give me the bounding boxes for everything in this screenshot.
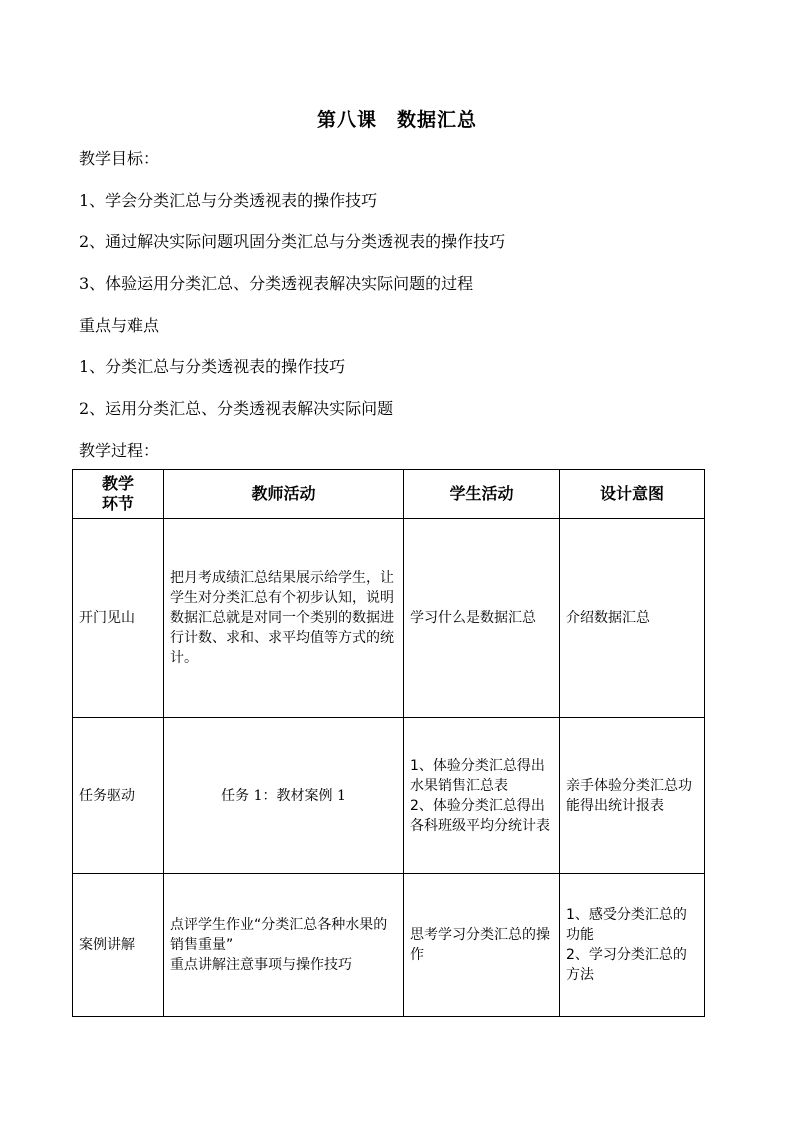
student-activity-line: 2、体验分类汇总得出各科班级平均分统计表 (410, 797, 550, 834)
table-row (73, 718, 705, 874)
lesson-process-table (72, 469, 705, 1017)
header-design: 设计意图 (560, 470, 705, 519)
student-activity-cell: 学习什么是数据汇总 (404, 519, 560, 718)
objective-item: 2、通过解决实际问题巩固分类汇总与分类透视表的操作技巧 (79, 232, 506, 251)
student-activity-cell: 思考学习分类汇总的操作 (404, 874, 560, 1017)
teacher-activity-cell (164, 874, 404, 1017)
objectives-heading: 教学目标： (79, 149, 160, 168)
design-intent-cell (560, 874, 705, 1017)
page-title: 第八课 数据汇总 (316, 109, 477, 131)
teacher-activity-line: 点评学生作业“分类汇总各种水果的销售重量” (170, 917, 388, 953)
header-teacher: 教师活动 (164, 470, 404, 519)
design-intent-line: 2、学习分类汇总的方法 (566, 947, 687, 983)
table-row (73, 519, 705, 718)
header-stage-line: 环节 (101, 494, 134, 513)
objective-item: 1、学会分类汇总与分类透视表的操作技巧 (79, 191, 378, 210)
teacher-activity-line: 重点讲解注意事项与操作技巧 (170, 957, 352, 973)
table-header-row (73, 470, 705, 519)
design-intent-line: 1、感受分类汇总的功能 (566, 907, 687, 943)
key-points-heading: 重点与难点 (79, 316, 160, 335)
header-stage (73, 470, 164, 519)
key-point-item: 2、运用分类汇总、分类透视表解决实际问题 (79, 399, 394, 418)
student-activity-line: 1、体验分类汇总得出水果销售汇总表 (410, 757, 545, 794)
stage-cell: 开门见山 (73, 519, 164, 718)
teacher-activity-cell: 把月考成绩汇总结果展示给学生，让学生对分类汇总有个初步认知，说明数据汇总就是对同一个类别的数据进行计数、求和、求平均值等方式的统计。 (164, 519, 404, 718)
teacher-activity-cell: 任务 1：教材案例 1 (164, 718, 404, 874)
stage-cell: 案例讲解 (73, 874, 164, 1017)
design-intent-cell: 介绍数据汇总 (560, 519, 705, 718)
header-student: 学生活动 (404, 470, 560, 519)
stage-cell: 任务驱动 (73, 718, 164, 874)
design-intent-cell: 亲手体验分类汇总功能得出统计报表 (560, 718, 705, 874)
objective-item: 3、体验运用分类汇总、分类透视表解决实际问题的过程 (79, 274, 474, 293)
student-activity-cell (404, 718, 560, 874)
process-heading: 教学过程： (79, 441, 160, 460)
table-row (73, 874, 705, 1017)
header-stage-line: 教学 (101, 474, 134, 493)
key-point-item: 1、分类汇总与分类透视表的操作技巧 (79, 357, 346, 376)
